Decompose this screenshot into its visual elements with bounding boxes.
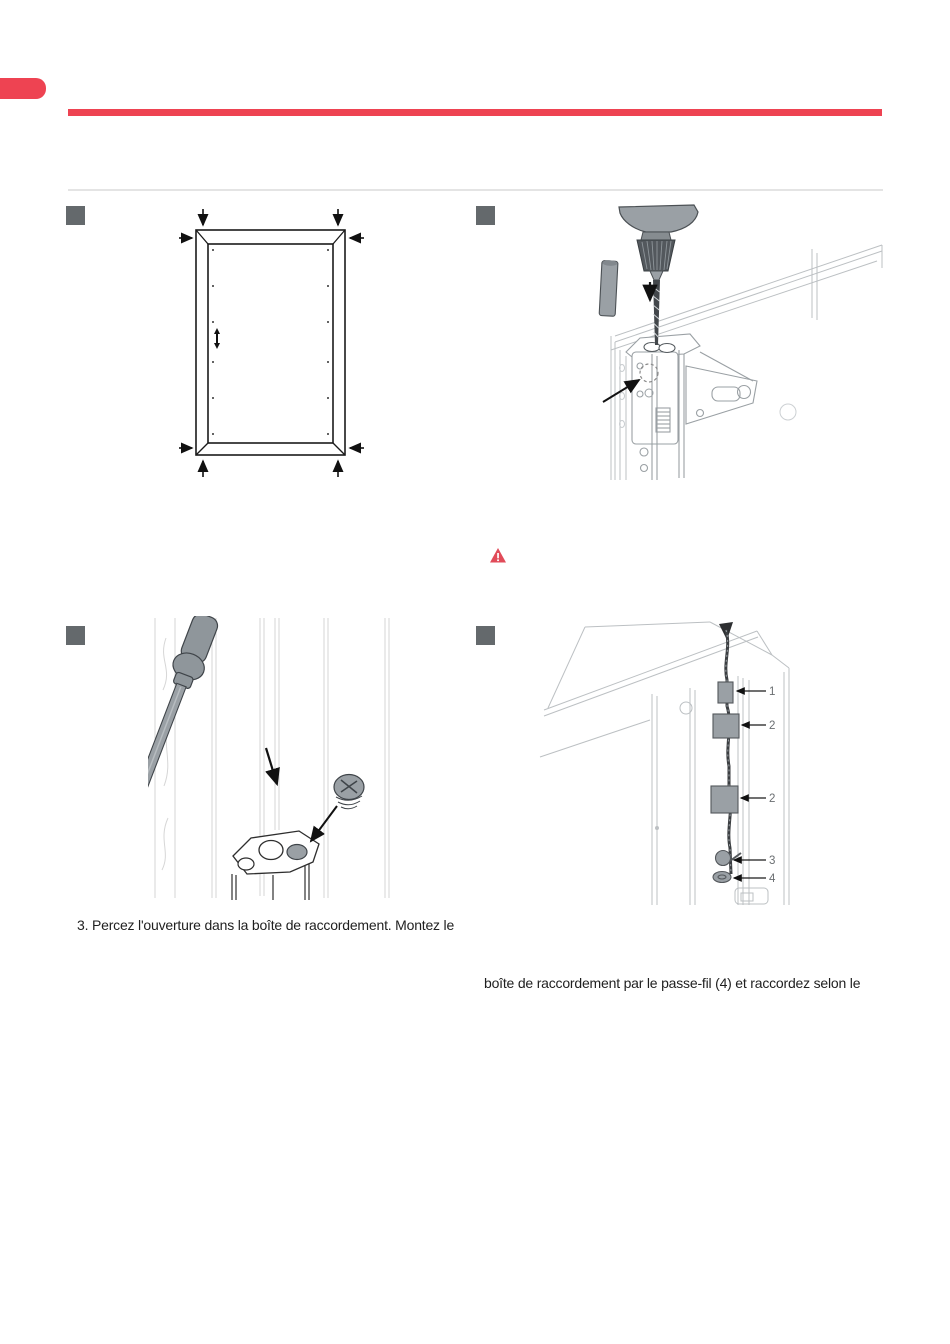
step-marker-1 [66, 206, 85, 225]
section-divider [68, 189, 883, 191]
step3-caption: 3. Percez l'ouverture dans la boîte de raccordement. Montez le [77, 917, 455, 933]
frame-alignment-figure [140, 200, 400, 495]
warning-triangle-icon [489, 547, 507, 564]
drill-icon [619, 205, 698, 345]
step-marker-2 [476, 206, 495, 225]
clip-2a [713, 714, 739, 738]
cable-clips [711, 682, 741, 883]
clip-2b [711, 786, 738, 813]
callout-3: 3 [769, 855, 776, 867]
screwdriver-box-figure [148, 616, 398, 904]
step-marker-3 [66, 626, 85, 645]
step4-caption: boîte de raccordement par le passe-fil (4) et raccordez selon le [484, 975, 861, 991]
cable [726, 630, 731, 874]
part-3 [716, 851, 731, 866]
callout-1: 1 [769, 686, 776, 698]
cable-routing-figure [530, 614, 860, 910]
junction-box [232, 831, 319, 900]
hinge-post-lineart [626, 334, 757, 480]
callout-2: 2 [769, 720, 776, 732]
step-marker-4 [476, 626, 495, 645]
header-rule [68, 109, 882, 116]
drill-corner-figure [580, 193, 890, 485]
page-edge-tab [0, 78, 46, 99]
clip-1 [718, 682, 733, 703]
cover-cap-icon [334, 775, 364, 809]
callout-4: 4 [769, 873, 776, 885]
dowel-pin-icon [599, 260, 618, 317]
cabinet-top-corner-lineart [540, 622, 789, 905]
frame-illustration [179, 209, 364, 477]
callout-2b: 2 [769, 793, 776, 805]
part-4-grommet [713, 872, 731, 883]
